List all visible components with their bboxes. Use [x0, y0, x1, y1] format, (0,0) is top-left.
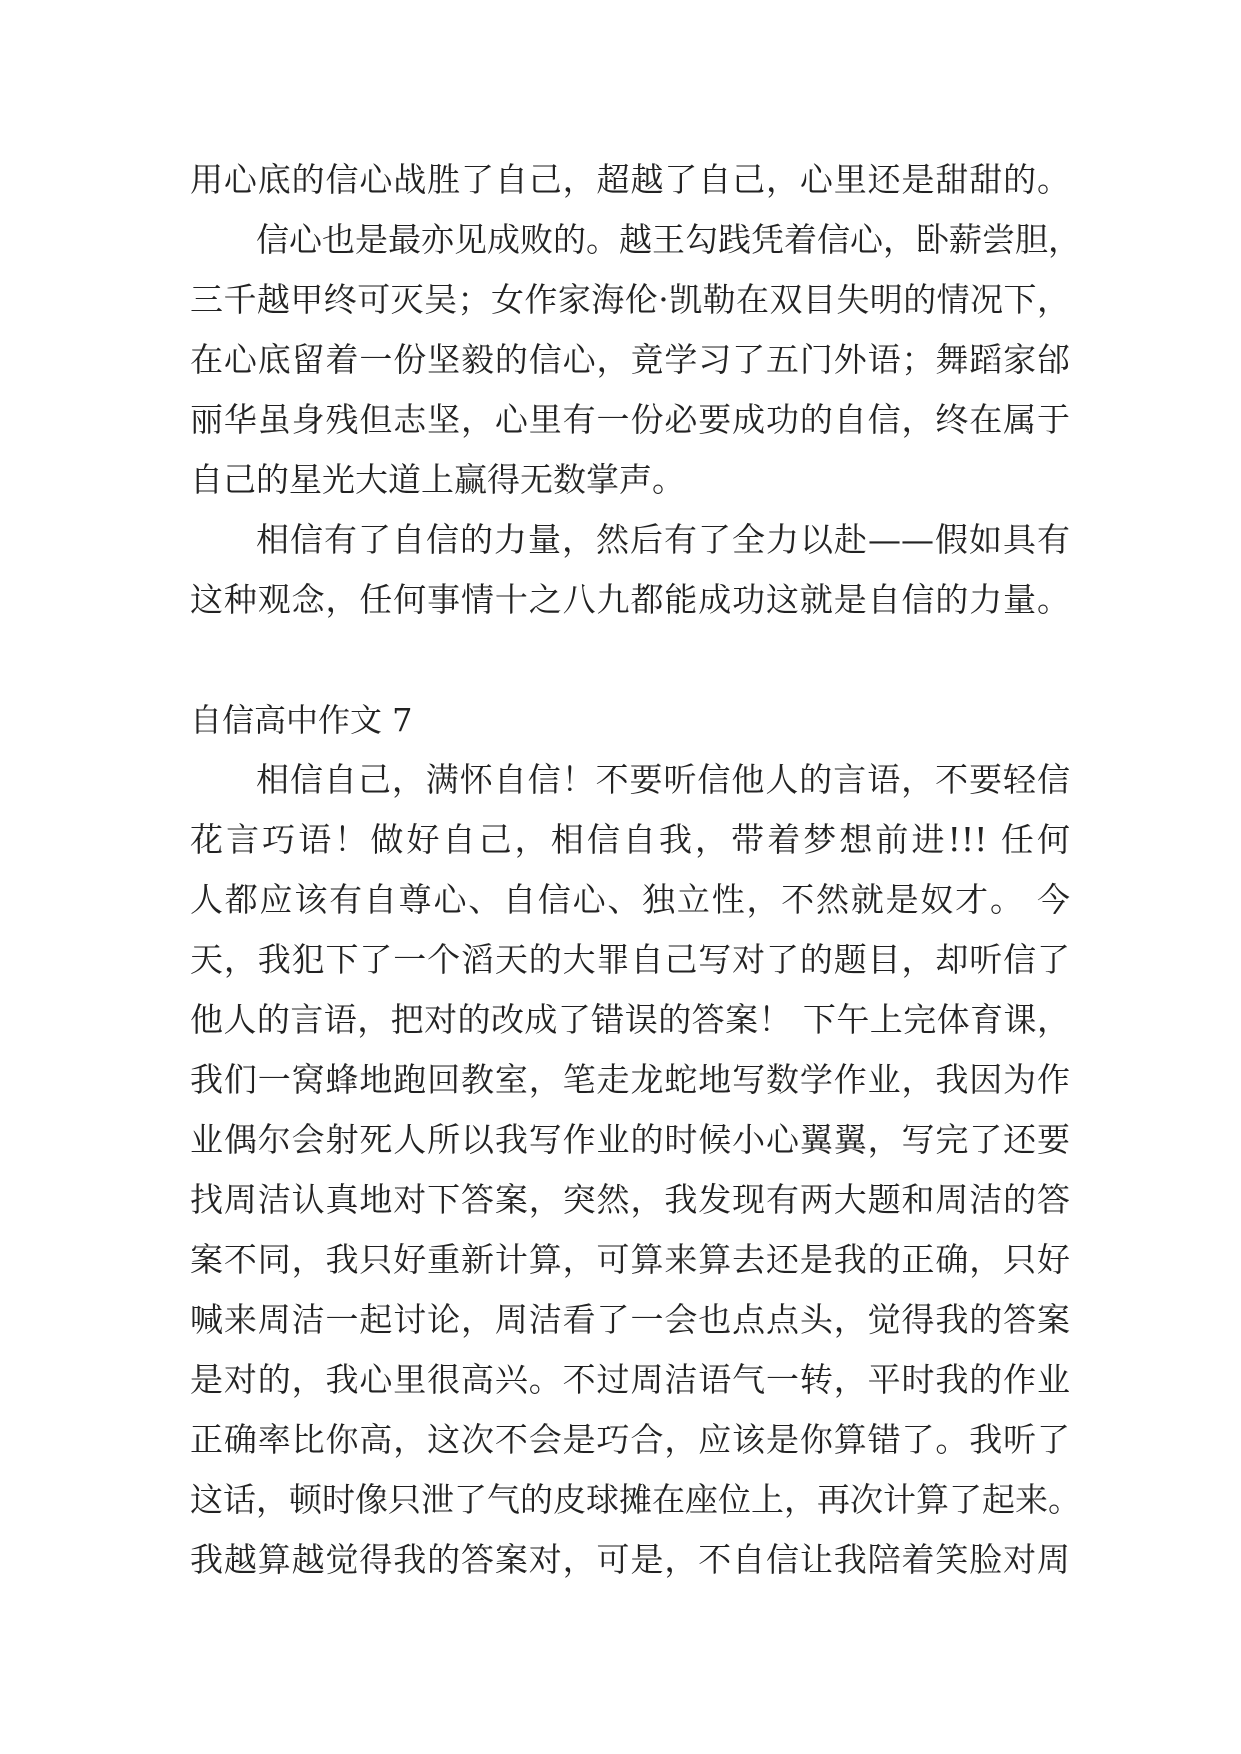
paragraph-line: 天，我犯下了一个滔天的大罪自己写对了的题目，却听信了	[190, 940, 1070, 979]
paragraph-line: 自己的星光大道上赢得无数掌声。	[190, 460, 685, 499]
paragraph-line: 业偶尔会射死人所以我写作业的时候小心翼翼，写完了还要	[190, 1120, 1070, 1159]
paragraph-line: 相信有了自信的力量，然后有了全力以赴——假如具有	[256, 520, 1070, 559]
section-gap	[190, 630, 1070, 690]
paragraph-line: 他人的言语，把对的改成了错误的答案！ 下午上完体育课，	[190, 1000, 1070, 1039]
paragraph-line: 相信自己，满怀自信！不要听信他人的言语，不要轻信	[256, 760, 1070, 799]
document-page	[190, 150, 1081, 1590]
paragraph-line: 丽华虽身残但志坚，心里有一份必要成功的自信，终在属于	[190, 400, 1070, 439]
paragraph-line: 在心底留着一份坚毅的信心，竟学习了五门外语；舞蹈家邰	[190, 340, 1070, 379]
paragraph-line: 找周洁认真地对下答案，突然，我发现有两大题和周洁的答	[190, 1180, 1070, 1219]
paragraph-line: 花言巧语！做好自己，相信自我，带着梦想前进!!! 任何	[190, 820, 1070, 859]
paragraph-line: 用心底的信心战胜了自己，超越了自己，心里还是甜甜的。	[190, 160, 1070, 199]
section-heading: 自信高中作文 7	[190, 701, 413, 739]
paragraph-line: 信心也是最亦见成败的。越王勾践凭着信心，卧薪尝胆，	[256, 220, 1081, 259]
paragraph-line: 案不同，我只好重新计算，可算来算去还是我的正确，只好	[190, 1240, 1070, 1279]
paragraph-line: 三千越甲终可灭吴；女作家海伦·凯勒在双目失明的情况下，	[190, 280, 1070, 319]
paragraph-line: 我越算越觉得我的答案对，可是，不自信让我陪着笑脸对周	[190, 1540, 1070, 1579]
paragraph-line: 是对的，我心里很高兴。不过周洁语气一转，平时我的作业	[190, 1360, 1070, 1399]
paragraph-line: 这话，顿时像只泄了气的皮球摊在座位上，再次计算了起来。	[190, 1480, 1081, 1519]
paragraph-line: 我们一窝蜂地跑回教室，笔走龙蛇地写数学作业，我因为作	[190, 1060, 1070, 1099]
paragraph-line: 喊来周洁一起讨论，周洁看了一会也点点头，觉得我的答案	[190, 1300, 1070, 1339]
paragraph-line: 人都应该有自尊心、自信心、独立性，不然就是奴才。 今	[190, 880, 1070, 919]
paragraph-line: 正确率比你高，这次不会是巧合，应该是你算错了。我听了	[190, 1420, 1070, 1459]
paragraph-line: 这种观念，任何事情十之八九都能成功这就是自信的力量。	[190, 580, 1070, 619]
